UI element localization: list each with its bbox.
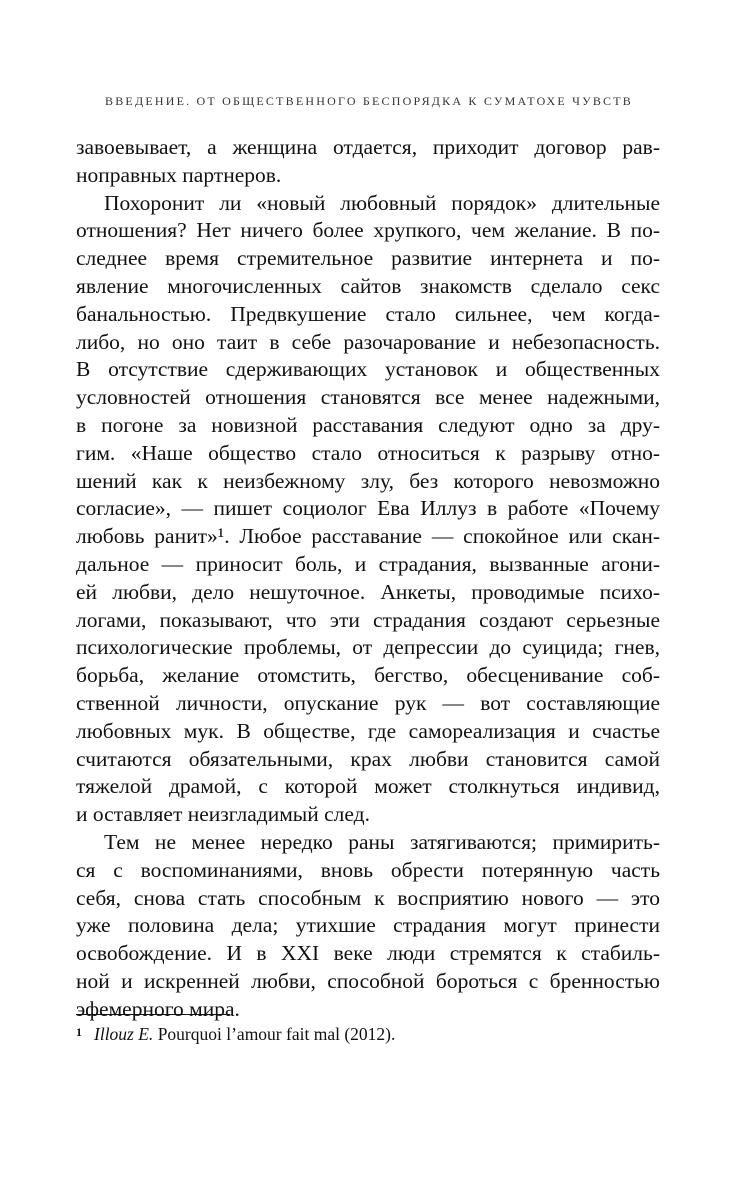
footnote-author: Illouz E. (94, 1024, 154, 1044)
text-line: В отсутствие сдерживающих установок и общественных (76, 357, 660, 382)
text-line: банальностью. Предвкушение стало сильнее, чем когда- (76, 301, 660, 326)
text-line: ся с воспоминаниями, вновь обрести потерянную часть (76, 857, 660, 882)
running-head: ВВЕДЕНИЕ. ОТ ОБЩЕСТВЕННОГО БЕСПОРЯДКА К СУМАТОХЕ ЧУВСТВ (105, 94, 633, 108)
footnote (76, 1024, 395, 1045)
text-line: освобождение. И в XXI веке люди стремятся к стабиль- (76, 941, 660, 966)
text-line: уже половина дела; утихшие страдания могут принести (76, 913, 660, 938)
text-line: ноправных партнеров. (76, 162, 282, 187)
text-line: Тем не менее нередко раны затягиваются; примирить- (104, 829, 660, 854)
text-line: дальное — приносит боль, и страдания, вызванные агони- (76, 551, 660, 576)
text-line: ей любви, дело нешуточное. Анкеты, проводимые психо- (76, 579, 660, 604)
body-text (76, 134, 660, 1024)
text-line: борьба, желание отомстить, бегство, обесценивание соб- (76, 663, 660, 688)
text-line: любовных мук. В обществе, где самореализация и счастье (76, 718, 660, 743)
text-line: шений как к неизбежному злу, без которого невозможно (76, 468, 660, 493)
text-line: гим. «Наше общество стало относиться к разрыву отно- (76, 440, 660, 465)
text-line: эфемерного мира. (76, 996, 240, 1021)
text-line: Похоронит ли «новый любовный порядок» длительные (104, 190, 660, 215)
text-line: и оставляет неизгладимый след. (76, 802, 370, 827)
text-line: тяжелой драмой, с которой может столкнуться индивид, (76, 774, 660, 799)
text-line: ной и искренней любви, способной бороться с бренностью (76, 968, 660, 993)
text-line: любовь ранит»¹. Любое расставание — спокойное или скан- (76, 524, 660, 549)
text-line: психологические проблемы, от депрессии до суицида; гнев, (76, 635, 660, 660)
footnote-number: 1 (76, 1025, 82, 1039)
text-line: считаются обязательными, крах любви становится самой (76, 746, 660, 771)
footnote-rule (76, 1014, 230, 1015)
text-line: следнее время стремительное развитие интернета и по- (76, 246, 660, 271)
footnote-title: Pourquoi l’amour fait mal (2012). (157, 1024, 396, 1044)
text-line: себя, снова стать способным к восприятию нового — это (76, 885, 660, 910)
text-line: в погоне за новизной расставания следуют одно за дру- (76, 412, 660, 437)
text-line: условностей отношения становятся все менее надежными, (76, 385, 660, 410)
text-line: завоевывает, а женщина отдается, приходит договор рав- (76, 135, 660, 159)
text-line: логами, показывают, что эти страдания создают серьезные (76, 607, 660, 632)
text-line: отношения? Нет ничего более хрупкого, чем желание. В по- (76, 218, 660, 243)
text-line: согласие», — пишет социолог Ева Иллуз в работе «Почему (76, 496, 660, 521)
text-line: ственной личности, опускание рук — вот составляющие (76, 690, 660, 715)
text-line: явление многочисленных сайтов знакомств сделало секс (76, 273, 660, 298)
text-line: либо, но оно таит в себе разочарование и небезопасность. (76, 329, 660, 354)
